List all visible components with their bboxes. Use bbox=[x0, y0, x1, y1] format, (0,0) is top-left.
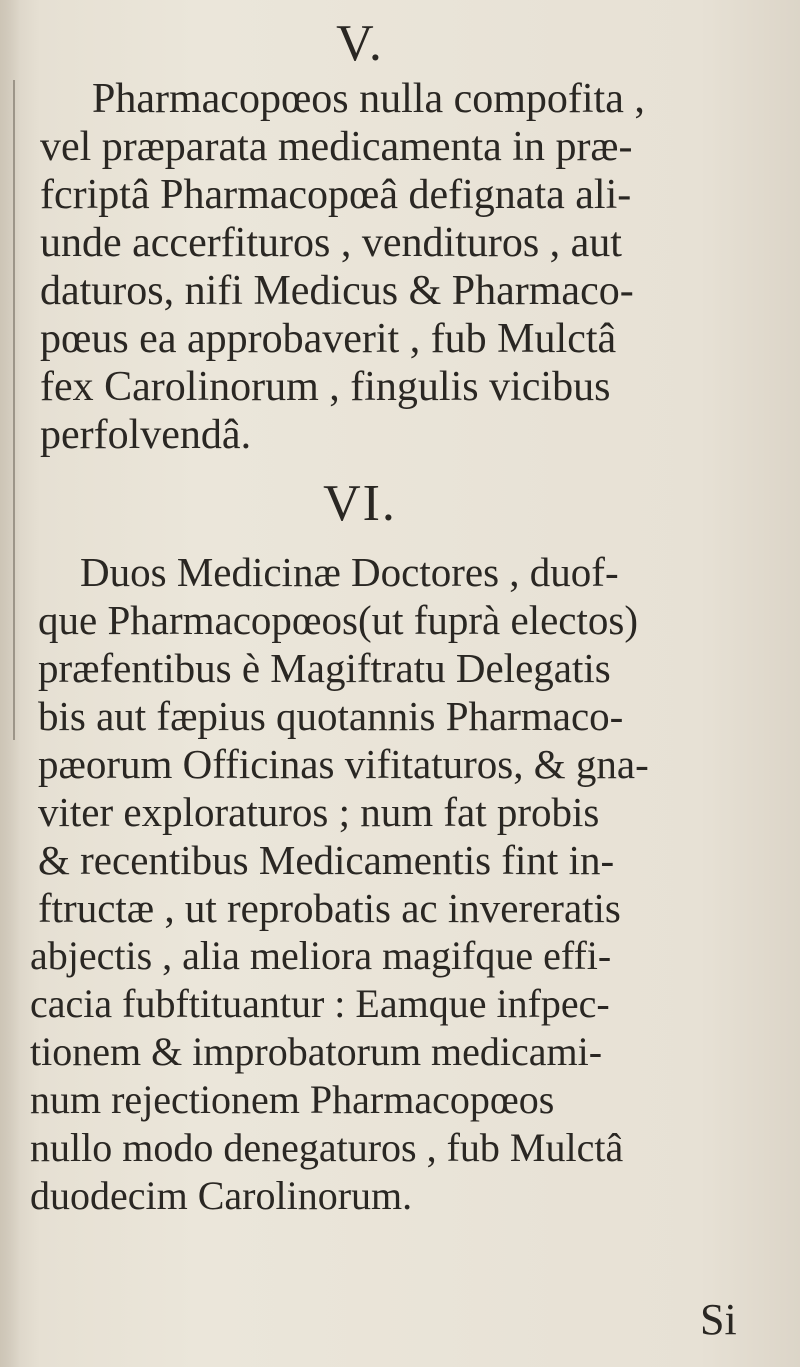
text-line: viter exploraturos ; num fat probis bbox=[38, 789, 600, 835]
text-line: fex Carolinorum , fingulis vicibus bbox=[40, 364, 611, 410]
text-line: præfentibus è Magiftratu Delegatis bbox=[38, 645, 611, 691]
text-line: daturos, nifi Medicus & Pharmaco- bbox=[40, 268, 634, 314]
text-line: bis aut fæpius quotannis Pharmaco- bbox=[38, 693, 624, 739]
catchword: Si bbox=[700, 1295, 737, 1344]
text-line: Pharmacopœos nulla compofita , bbox=[92, 76, 645, 122]
text-line: vel præparata medicamenta in præ- bbox=[40, 124, 633, 170]
text-line: perfolvendâ. bbox=[40, 412, 252, 458]
gutter-rule bbox=[13, 80, 15, 740]
text-line: pœus ea approbaverit , fub Mulctâ bbox=[40, 316, 617, 362]
text-line: unde accerfituros , vendituros , aut bbox=[40, 220, 622, 266]
text-line: & recentibus Medicamentis fint in- bbox=[38, 837, 615, 883]
text-line: Duos Medicinæ Doctores , duof- bbox=[80, 549, 619, 595]
section-heading-v: V. bbox=[336, 15, 384, 72]
text-line: ftructæ , ut reprobatis ac invereratis bbox=[38, 885, 621, 931]
text-line: num rejectionem Pharmacopœos bbox=[30, 1077, 555, 1122]
text-line: pæorum Officinas vifitaturos, & gna- bbox=[38, 741, 649, 787]
binding-shadow bbox=[0, 0, 20, 1367]
text-line: cacia fubftituantur : Eamque infpec- bbox=[30, 981, 610, 1026]
text-line: tionem & improbatorum medicami- bbox=[30, 1029, 603, 1074]
text-line: duodecim Carolinorum. bbox=[30, 1173, 413, 1218]
text-line: abjectis , alia meliora magifque effi- bbox=[30, 933, 612, 978]
text-line: fcriptâ Pharmacopœâ defignata ali- bbox=[40, 172, 632, 218]
text-line: nullo modo denegaturos , fub Mulctâ bbox=[30, 1125, 624, 1170]
text-line: que Pharmacopœos(ut fuprà electos) bbox=[38, 597, 638, 643]
section-heading-vi: VI. bbox=[323, 475, 397, 532]
